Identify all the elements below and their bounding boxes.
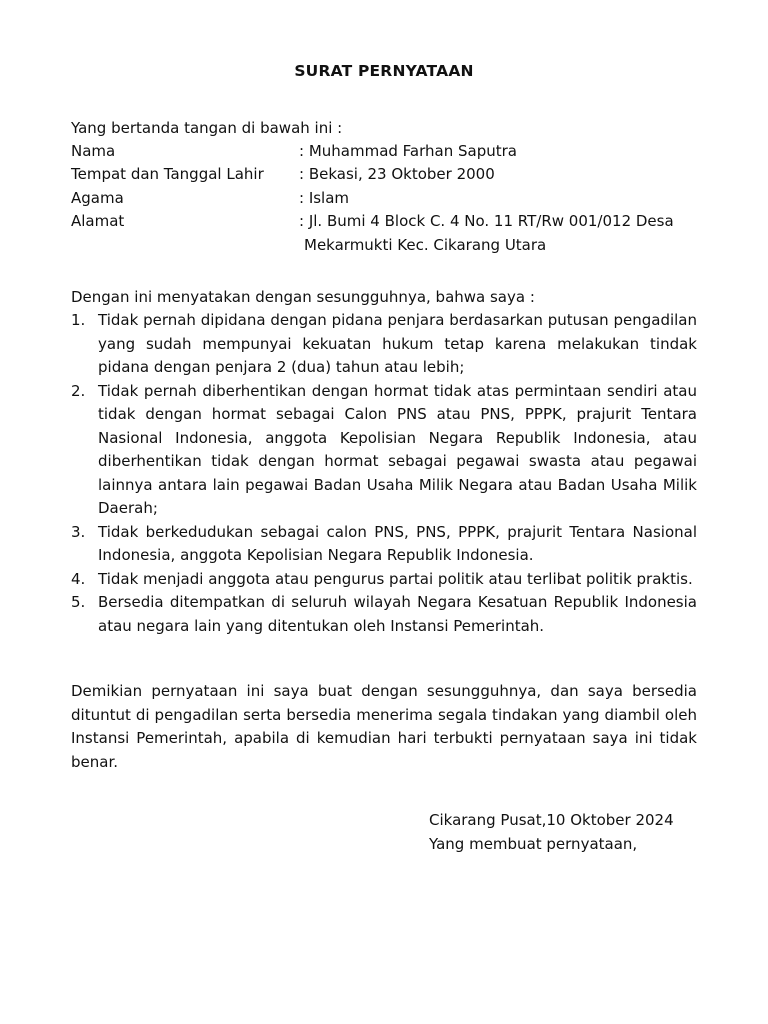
statement-item-1 [71,309,697,380]
field-row-ttl [71,163,711,186]
field-row-agama [71,187,711,210]
item-number: 1. [71,311,86,329]
item-text: Tidak menjadi anggota atau pengurus partai politik atau terlibat politik praktis. [98,569,693,588]
statement-item-4 [71,568,697,592]
field-value-alamat: : Jl. Bumi 4 Block C. 4 No. 11 RT/Rw 001/012 Desa [299,212,674,231]
item-number: 3. [71,522,86,541]
intro-text: Yang bertanda tangan di bawah ini : [71,119,343,137]
item-number: 4. [71,569,86,588]
field-row-alamat [71,210,711,233]
signer-label: Yang membuat pernyataan, [429,834,638,853]
field-label-alamat: Alamat [71,212,125,231]
item-number: 2. [71,381,86,400]
field-value-alamat-cont: Mekarmukti Kec. Cikarang Utara [304,235,547,254]
field-label-ttl: Tempat dan Tanggal Lahir [71,165,264,184]
document-title: SURAT PERNYATAAN [294,62,474,80]
place-date: Cikarang Pusat,10 Oktober 2024 [429,811,674,829]
signature-block [429,809,674,856]
closing-paragraph: Demikian pernyataan ini saya buat dengan sesungguhnya, dan saya bersedia dituntut di pengadilan serta bersedia menerima segala tindakan yang diambil oleh Instansi Pemerintah, apabila di kemudian hari terbukti pernyataan saya ini tidak benar. [71,682,697,771]
field-value-ttl: : Bekasi, 23 Oktober 2000 [299,165,495,184]
field-label-nama: Nama [71,142,116,160]
field-value-agama: : Islam [299,188,350,207]
statement-item-5 [71,591,697,638]
field-label-agama: Agama [71,188,124,207]
statement-list [71,309,697,638]
statement-intro: Dengan ini menyatakan dengan sesungguhnya, bahwa saya : [71,288,535,306]
field-row-alamat-cont [71,234,711,257]
field-value-nama: : Muhammad Farhan Saputra [299,142,517,160]
item-text: Tidak pernah diberhentikan dengan hormat tidak atas permintaan sendiri atau tidak dengan hormat sebagai Calon PNS atau PNS, PPPK, prajurit Tentara Nasional Indonesia, anggota Kepolisian Negara Republik Indonesia, atau diberhentikan tidak dengan hormat sebagai pegawai swasta atau pegawai lainnya antara lain pegawai Badan Usaha Milik Negara atau Badan Usaha Milik Daerah; [98,381,697,517]
item-text: Tidak pernah dipidana dengan pidana penjara berdasarkan putusan pengadilan yang sudah mempunyai kekuatan hukum tetap karena melakukan tindak pidana dengan penjara 2 (dua) tahun atau lebih; [98,311,697,376]
field-row-nama [71,140,711,163]
item-text: Tidak berkedudukan sebagai calon PNS, PNS, PPPK, prajurit Tentara Nasional Indonesia, anggota Kepolisian Negara Republik Indonesia. [98,522,697,564]
item-text: Bersedia ditempatkan di seluruh wilayah Negara Kesatuan Republik Indonesia atau negara lain yang ditentukan oleh Instansi Pemerintah. [98,593,697,635]
statement-item-2 [71,380,697,521]
statement-item-3 [71,521,697,568]
item-number: 5. [71,593,86,611]
identity-fields [71,140,711,257]
